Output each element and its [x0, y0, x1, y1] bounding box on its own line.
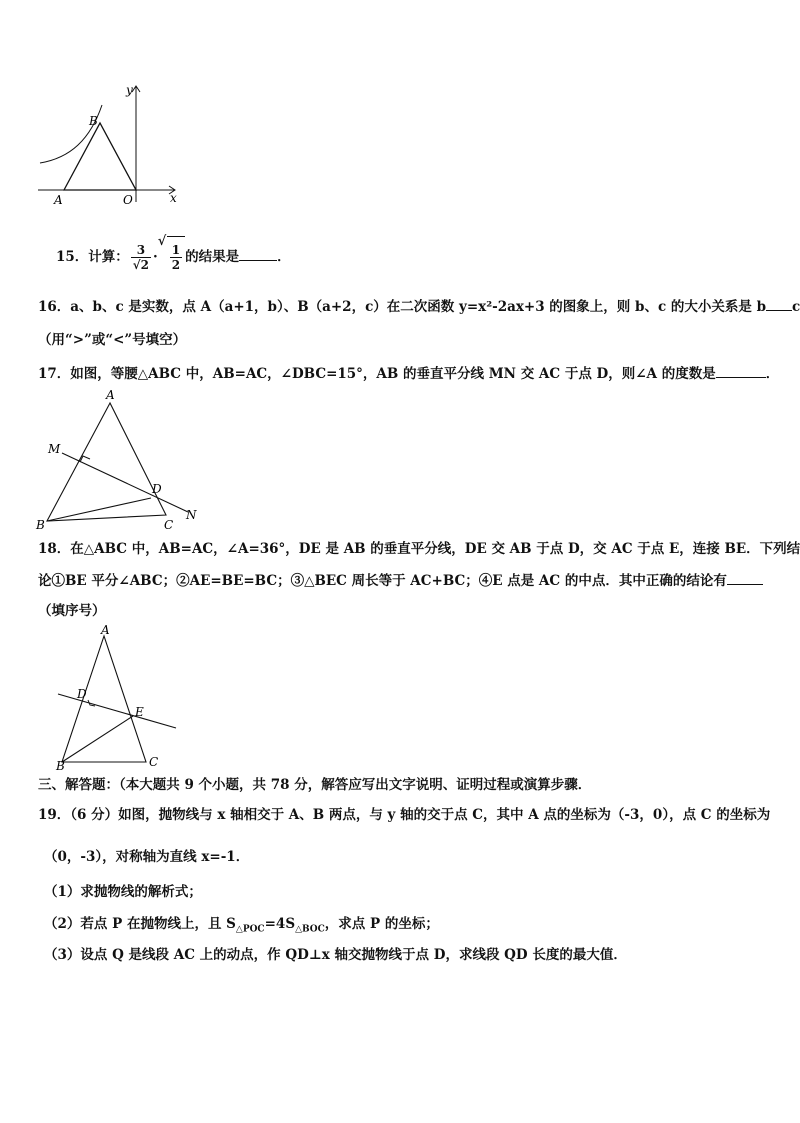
- question-19-part1: （1）求抛物线的解析式；: [44, 884, 202, 900]
- label-y: y: [126, 83, 133, 97]
- q17-answer-blank: [716, 364, 766, 378]
- question-17: 17．如图，等腰△ABC 中，AB=AC，∠DBC=15°，AB 的垂直平分线 MN 交 AC 于点 D，则∠A 的度数是 ．: [38, 366, 780, 382]
- right-angle-mark-18: [88, 700, 95, 706]
- question-18-line1: 18．在△ABC 中，AB=AC，∠A=36°，DE 是 AB 的垂直平分线，DE 交 AB 于点 D，交 AC 于点 E，连接 BE．下列结: [38, 541, 800, 557]
- q15-answer-blank: [239, 247, 277, 261]
- question-18-line2: 论①BE 平分∠ABC；②AE=BE=BC；③△BEC 周长等于 AC+BC；④E 点是 AC 的中点．其中正确的结论有: [38, 571, 763, 590]
- graph-figure: [30, 80, 190, 210]
- label-b: B: [89, 114, 98, 128]
- question-16-line1: 16．a、b、c 是实数，点 A（a+1，b）、B（a+2，c）在二次函数 y=x²-2ax+3 的图象上，则 b、c 的大小关系是 b c: [38, 299, 800, 315]
- label-b-17: B: [36, 518, 45, 532]
- q18-answer-blank: [727, 571, 763, 585]
- label-m-17: M: [48, 442, 61, 456]
- triangle-abc-17: [47, 403, 166, 521]
- figure-17: [30, 385, 210, 535]
- label-a: A: [54, 193, 63, 207]
- triangle-abo: [64, 123, 136, 190]
- section-3-heading: 三、解答题：（本大题共 9 个小题，共 78 分，解答应写出文字说明、证明过程或演算步骤．: [38, 777, 592, 793]
- label-a-17: A: [106, 388, 115, 402]
- label-n-17: N: [186, 508, 197, 522]
- label-c-17: C: [164, 518, 174, 532]
- q16-answer-blank: [766, 297, 792, 311]
- label-e-18: E: [135, 705, 144, 719]
- label-o: O: [123, 193, 133, 207]
- label-a-18: A: [101, 623, 110, 637]
- segment-bd: [47, 498, 151, 521]
- question-19-part3: （3）设点 Q 是线段 AC 上的动点，作 QD⊥x 轴交抛物线于点 D，求线段 QD 长度的最大值．: [44, 947, 627, 963]
- label-d-18: D: [77, 687, 87, 701]
- figure-18: [48, 624, 188, 774]
- label-b-18: B: [56, 759, 65, 773]
- question-16-line2: （用“>”或“<”号填空）: [38, 332, 187, 348]
- q15-dot: ·: [153, 249, 158, 265]
- label-c-18: C: [149, 755, 159, 769]
- question-19-part2: （2）若点 P 在抛物线上，且 $S_{\triangle POC}=4S_{\triangle BOC}$，求点 P 的坐标；: [44, 916, 439, 935]
- label-d-17: D: [152, 482, 162, 496]
- q15-sqrt: √ $\frac{1}{2}$: [158, 236, 185, 277]
- q15-suffix: 的结果是: [185, 249, 240, 265]
- label-x: x: [170, 191, 177, 205]
- question-15: [56, 236, 291, 276]
- question-18-line3: （填序号）: [38, 603, 106, 619]
- question-19-line1: 19．（6 分）如图，抛物线与 x 轴相交于 A、B 两点，与 y 轴的交于点 C，其中 A 点的坐标为（-3，0），点 C 的坐标为: [38, 807, 771, 823]
- question-19-line2: （0，-3），对称轴为直线 x=-1．: [44, 849, 250, 865]
- line-mn: [62, 453, 188, 512]
- q15-prefix: 15．计算：: [56, 249, 129, 265]
- segment-be: [62, 716, 133, 762]
- line-de: [58, 694, 176, 728]
- q15-end: ．: [277, 249, 291, 265]
- q15-fraction-1: $\frac{3}{√2}$: [132, 243, 150, 272]
